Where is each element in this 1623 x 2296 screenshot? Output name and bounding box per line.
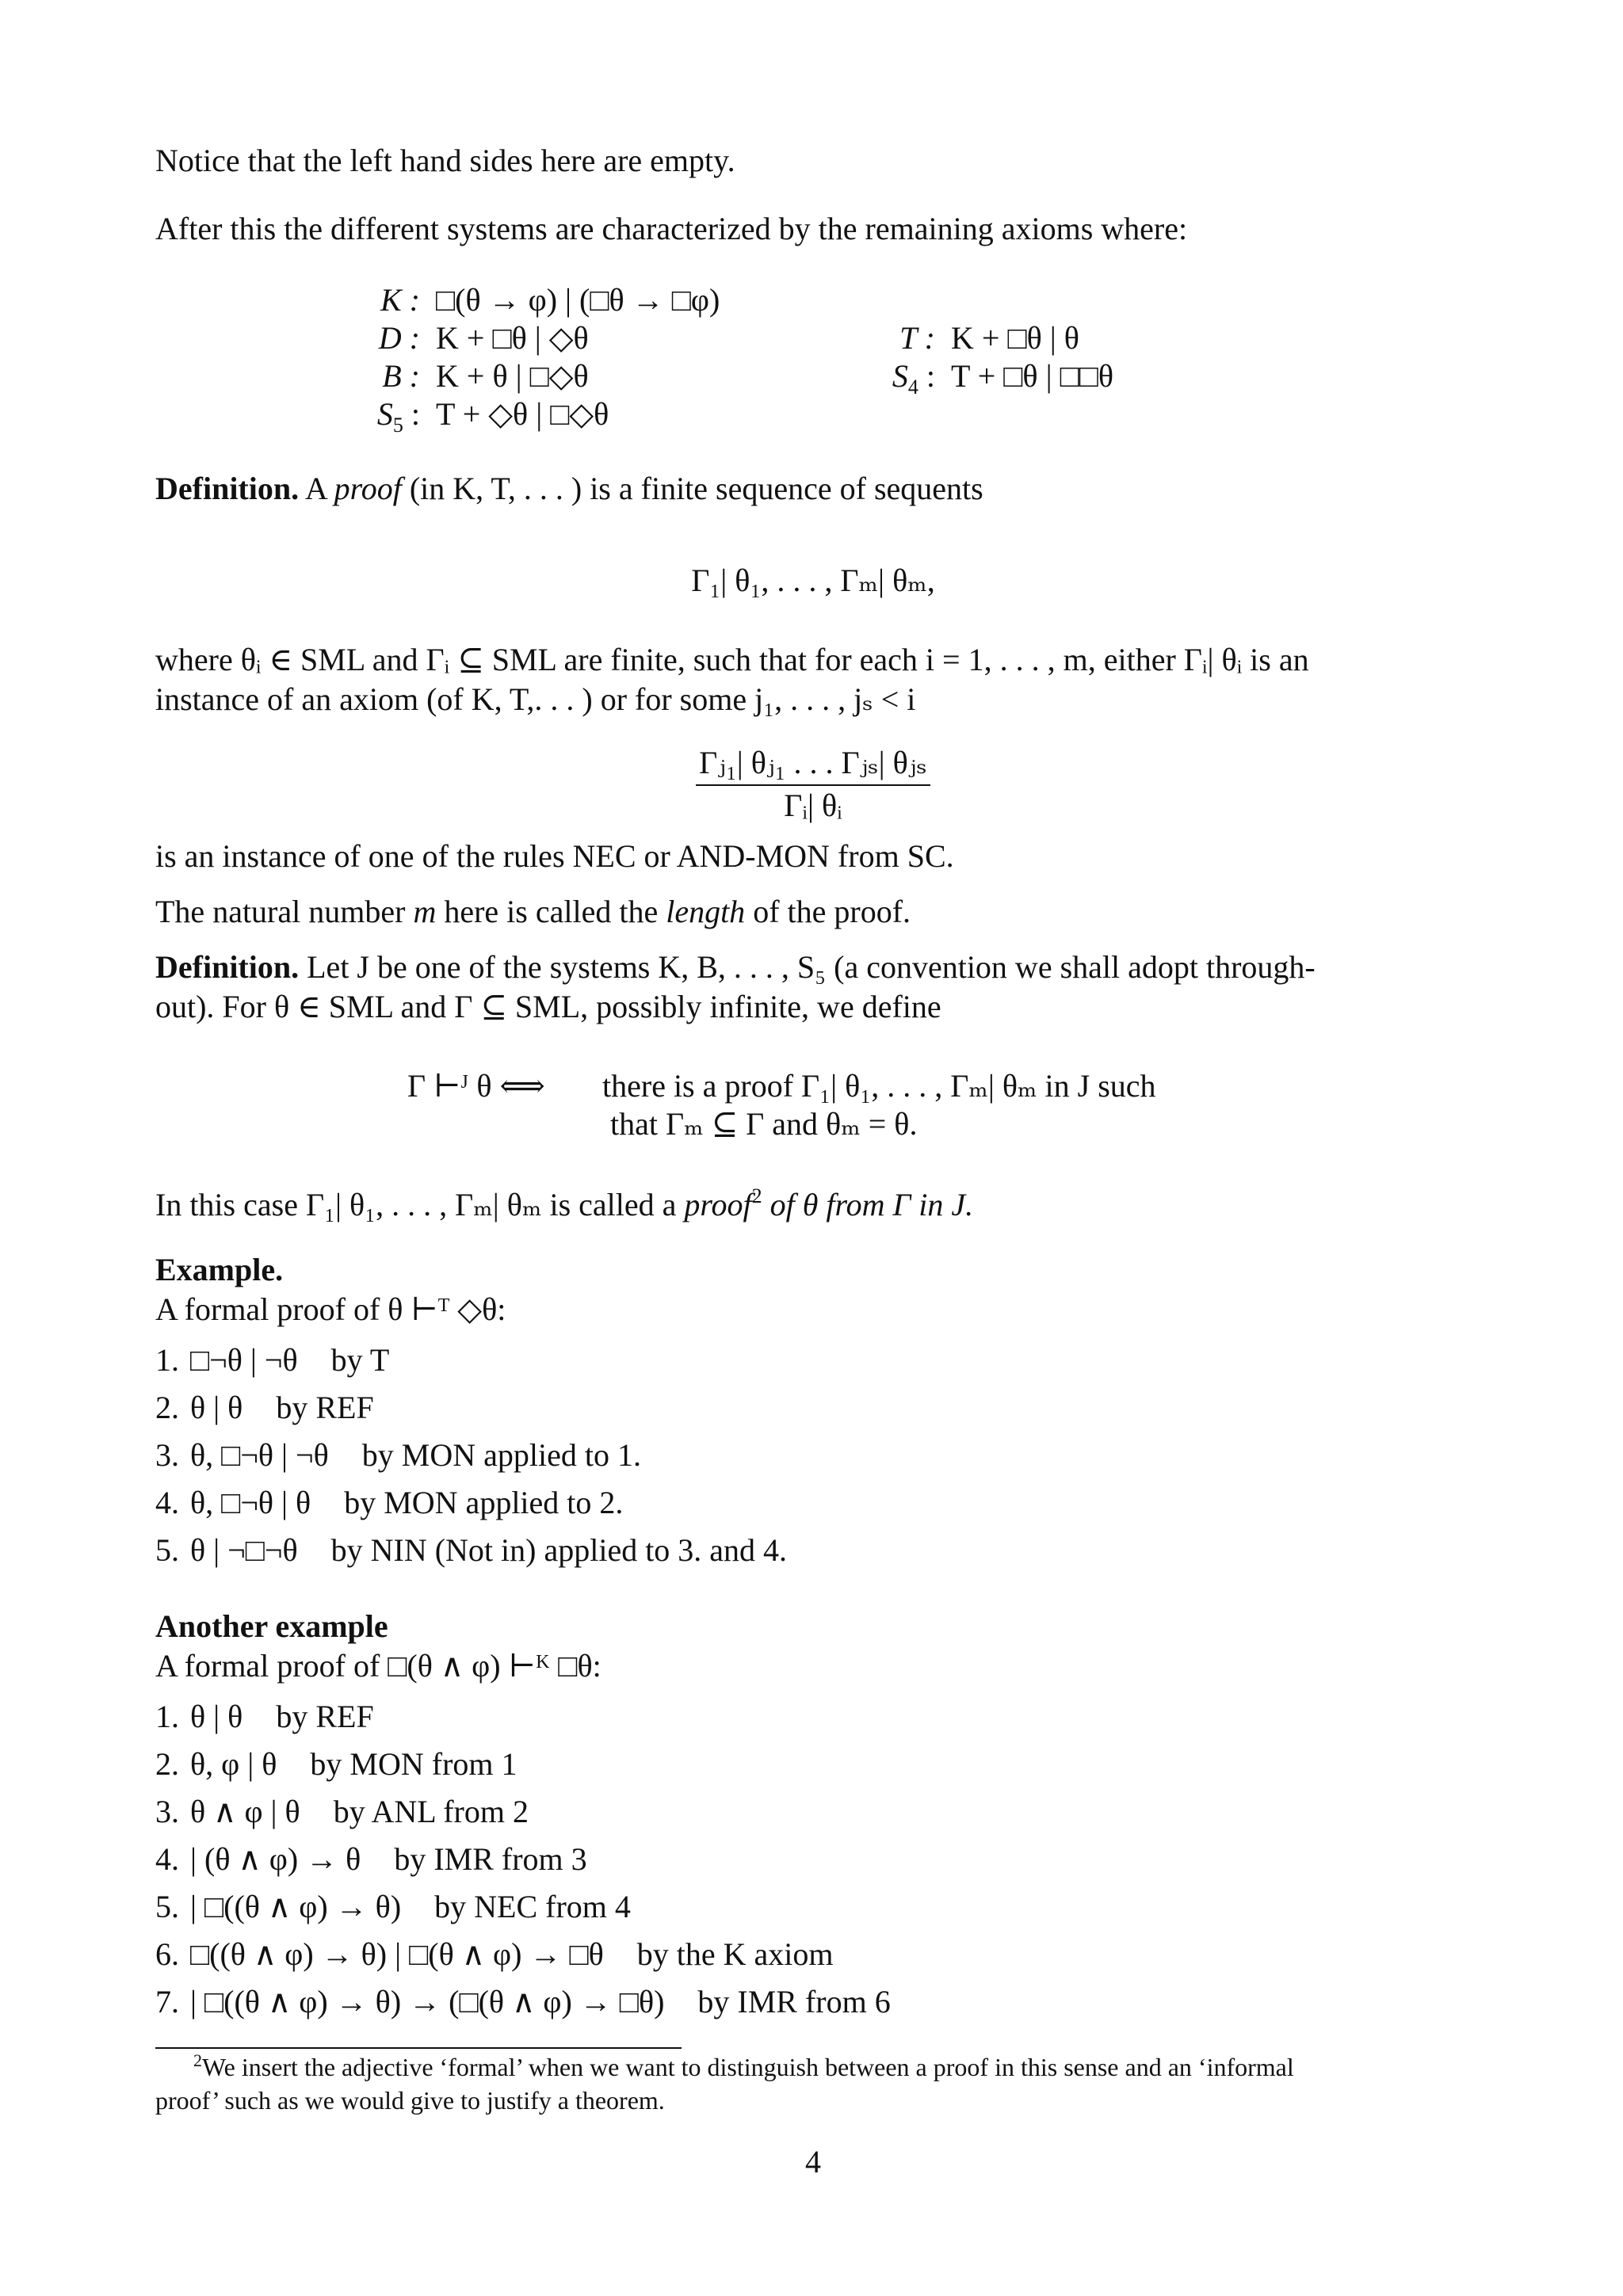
step-justification: by MON from 1 [310, 1746, 517, 1782]
step-sequent: | (θ ∧ φ) → θ [190, 1841, 361, 1877]
axiom-body: T + □θ | □□θ [951, 358, 1114, 394]
proof-step [155, 1531, 787, 1570]
example-title: Example. [155, 1252, 284, 1287]
rule-fraction [155, 743, 1471, 826]
step-justification: by the K axiom [636, 1936, 834, 1972]
step-number: 1. [155, 1342, 179, 1378]
step-sequent: θ | ¬□¬θ [190, 1532, 298, 1568]
step-sequent: θ, □¬θ | θ [190, 1485, 311, 1520]
axiom-body: K + □θ | ◇θ [436, 320, 589, 356]
rule-conclusion: Γᵢ| θᵢ [784, 788, 842, 823]
axiom-label-sub: 4 [907, 376, 918, 399]
display-proof-sequence: Γ₁| θ₁, . . . , Γₘ| θₘ, [691, 563, 935, 598]
proof-step [155, 1697, 374, 1737]
text: of the proof. [745, 894, 911, 929]
axiom-T [856, 318, 1079, 358]
definition-proof [155, 469, 983, 509]
derivability-lhs: Γ ⊢ᴶ θ ⟺ [407, 1068, 545, 1104]
derivability-rhs-line1: there is a proof Γ₁| θ₁, . . . , Γₘ| θₘ in J such [602, 1068, 1156, 1104]
proof-step [155, 1483, 623, 1523]
step-justification: by MON applied to 1. [361, 1437, 641, 1473]
step-sequent: θ ∧ φ | θ [190, 1794, 300, 1829]
step-sequent: θ | θ [190, 1699, 243, 1734]
axiom-label: T : [899, 320, 935, 356]
paragraph-where-line2: instance of an axiom (of K, T,. . . ) or for some j₁, . . . , jₛ < i [155, 681, 916, 717]
axiom-label: K : [380, 282, 420, 318]
axiom-label-letter: S [892, 358, 908, 394]
step-justification: by IMR from 6 [697, 1984, 891, 2019]
paragraph-systems-intro: After this the different systems are characterized by the remaining axioms where: [155, 211, 1188, 246]
definition-derivability-line1 [155, 948, 1316, 987]
footnote [155, 2050, 1471, 2117]
term-length: length [666, 894, 746, 929]
axiom-B [341, 357, 589, 396]
definition-text: (in K, T, . . . ) is a finite sequence of sequents [401, 471, 983, 506]
term-proof: proof [684, 1187, 752, 1222]
axiom-label-colon: : [918, 358, 935, 394]
proof-step [155, 1887, 631, 1927]
text: here is called the [436, 894, 666, 929]
proof-step [155, 1388, 374, 1428]
step-justification: by REF [276, 1390, 374, 1425]
paragraph-notice: Notice that the left hand sides here are empty. [155, 143, 735, 178]
axiom-body: K + θ | □◇θ [436, 358, 589, 394]
axiom-body: T + ◇θ | □◇θ [436, 396, 609, 432]
axiom-label [856, 357, 935, 399]
step-number: 3. [155, 1437, 179, 1473]
proof-step [155, 1436, 641, 1475]
step-sequent: □¬θ | ¬θ [190, 1342, 298, 1378]
proof-step [155, 1982, 891, 2022]
step-sequent: □((θ ∧ φ) → θ) | □(θ ∧ φ) → □θ [190, 1936, 604, 1972]
step-number: 4. [155, 1485, 179, 1520]
step-justification: by IMR from 3 [394, 1841, 587, 1877]
proof-step [155, 1792, 529, 1832]
axiom-S4 [856, 357, 1114, 399]
paragraph-length [155, 892, 911, 932]
footnote-mark: 2 [751, 1184, 762, 1207]
proof-step [155, 1341, 389, 1380]
text: The natural number [155, 894, 414, 929]
axiom-body: K + □θ | θ [951, 320, 1079, 356]
footnote-rule [155, 2047, 682, 2049]
derivability-rhs-line2: that Γₘ ⊆ Γ and θₘ = θ. [610, 1106, 918, 1142]
step-justification: by NIN (Not in) applied to 3. and 4. [330, 1532, 788, 1568]
step-number: 3. [155, 1794, 179, 1829]
example-intro: A formal proof of □(θ ∧ φ) ⊢ᴷ □θ: [155, 1648, 601, 1684]
proof-step [155, 1935, 834, 1974]
axiom-label: B : [382, 358, 420, 394]
axiom-label-colon: : [403, 396, 420, 432]
step-number: 5. [155, 1889, 179, 1924]
step-number: 6. [155, 1936, 179, 1972]
step-sequent: θ | θ [190, 1390, 243, 1425]
term-proof: proof [334, 471, 402, 506]
definition-label: Definition. [155, 949, 300, 985]
axiom-K [341, 280, 720, 320]
paragraph-case [155, 1185, 973, 1225]
step-justification: by REF [276, 1699, 374, 1734]
paragraph-where-line1: where θᵢ ∈ SML and Γᵢ ⊆ SML are finite, such that for each i = 1, . . . , m, either Γᵢ| θᵢ is an [155, 642, 1309, 677]
footnote-mark: 2 [193, 2050, 202, 2070]
proof-step [155, 1745, 517, 1784]
example-intro: A formal proof of θ ⊢ᵀ ◇θ: [155, 1291, 506, 1327]
rule-premises: Γⱼ₁| θⱼ₁ . . . Γⱼₛ| θⱼₛ [696, 743, 930, 786]
paragraph-instance: is an instance of one of the rules NEC or AND-MON from SC. [155, 838, 954, 874]
example-title: Another example [155, 1608, 388, 1644]
text: of θ from Γ in J. [762, 1187, 974, 1222]
footnote-text: We insert the adjective ‘formal’ when we want to distinguish between a proof in this sense and an ‘informal [202, 2053, 1294, 2081]
definition-derivability-line2: out). For θ ∈ SML and Γ ⊆ SML, possibly infinite, we define [155, 989, 941, 1024]
step-sequent: θ, □¬θ | ¬θ [190, 1437, 329, 1473]
axiom-D [341, 318, 589, 358]
text: In this case Γ₁| θ₁, . . . , Γₘ| θₘ is called a [155, 1187, 685, 1222]
step-number: 5. [155, 1532, 179, 1568]
axiom-S5 [341, 395, 609, 437]
axiom-label: D : [378, 320, 420, 356]
axiom-label-sub: 5 [392, 414, 403, 437]
step-sequent: | □((θ ∧ φ) → θ) [190, 1889, 402, 1924]
step-number: 2. [155, 1390, 179, 1425]
step-sequent: | □((θ ∧ φ) → θ) → (□(θ ∧ φ) → □θ) [190, 1984, 665, 2019]
step-justification: by MON applied to 2. [344, 1485, 624, 1520]
axiom-label [341, 395, 420, 437]
step-number: 2. [155, 1746, 179, 1782]
step-number: 1. [155, 1699, 179, 1734]
step-justification: by NEC from 4 [434, 1889, 631, 1924]
step-number: 4. [155, 1841, 179, 1877]
step-justification: by ANL from 2 [333, 1794, 529, 1829]
step-justification: by T [330, 1342, 390, 1378]
footnote-line1 [155, 2050, 1294, 2081]
axiom-body: □(θ → φ) | (□θ → □φ) [436, 282, 720, 318]
step-number: 7. [155, 1984, 179, 2019]
axiom-label-letter: S [376, 396, 393, 432]
page-number: 4 [805, 2144, 821, 2180]
proof-step [155, 1840, 587, 1879]
var-m: m [413, 894, 437, 929]
definition-text: A [299, 471, 334, 506]
definition-label: Definition. [155, 471, 300, 506]
step-sequent: θ, φ | θ [190, 1746, 277, 1782]
footnote-line2: proof’ such as we would give to justify a theorem. [155, 2086, 665, 2115]
definition-text: Let J be one of the systems K, B, . . . , S₅ (a convention we shall adopt through- [299, 949, 1316, 985]
